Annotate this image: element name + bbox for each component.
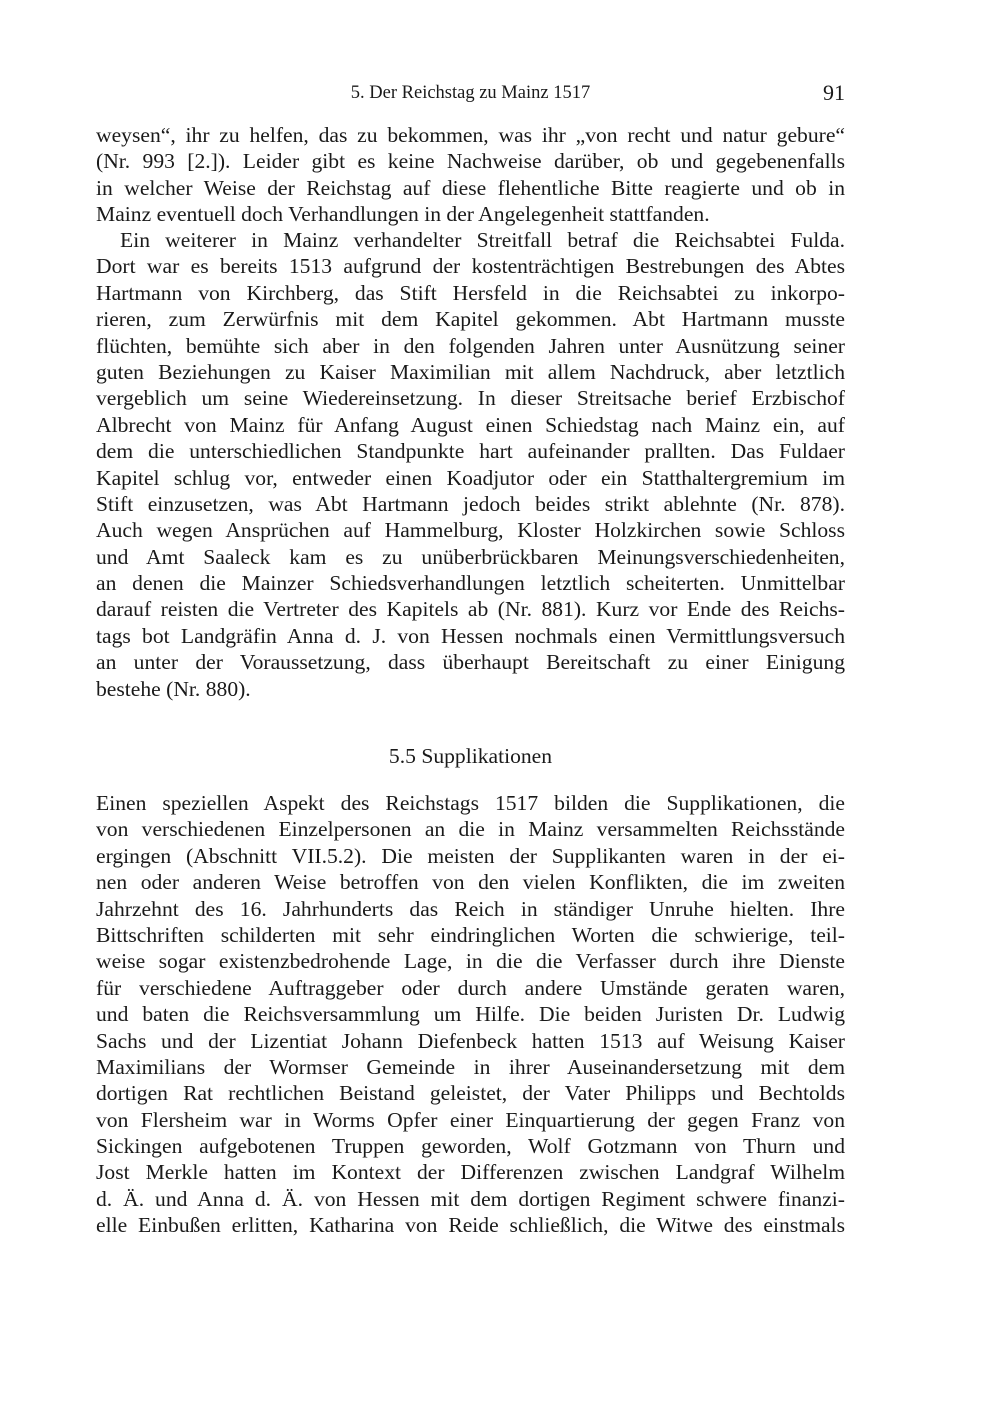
text-line: nen oder anderen Weise betroffen von den vielen Konflikten, die im zweiten xyxy=(96,870,845,895)
text-line: Ein weiterer in Mainz verhandelter Streitfall betraf die Reichsabtei Fulda. xyxy=(120,228,845,252)
paragraph-3 xyxy=(96,790,845,1239)
text-line: Sickingen aufgebotenen Truppen geworden, Wolf Gotzmann von Thurn und xyxy=(96,1134,845,1159)
running-title: 5. Der Reichstag zu Mainz 1517 xyxy=(350,83,591,103)
text-line: von verschiedenen Einzelpersonen an die in Mainz versammelten Reichsstände xyxy=(96,817,845,842)
running-head xyxy=(96,80,845,108)
text-line: tags bot Landgräfin Anna d. J. von Hessen nochmals einen Vermittlungsversuch xyxy=(96,623,845,648)
text-line: dortigen Rat rechtlichen Beistand geleistet, der Vater Philipps und Bechtolds xyxy=(96,1081,845,1106)
text-line: und baten die Reichsversammlung um Hilfe. Die beiden Juristen Dr. Ludwig xyxy=(96,1002,845,1027)
text-line: in welcher Weise der Reichstag auf diese flehentliche Bitte reagierte und ob in xyxy=(96,175,845,200)
text-line: flüchten, bemühte sich aber in den folgenden Jahren unter Ausnützung seiner xyxy=(96,333,845,358)
text-line: Einen speziellen Aspekt des Reichstags 1517 bilden die Supplikationen, die xyxy=(96,791,845,815)
text-line: elle Einbußen erlitten, Katharina von Reide schließlich, die Witwe des einstmals xyxy=(96,1213,845,1238)
text-line: und Amt Saaleck kam es zu unüberbrückbaren Meinungsverschiedenheiten, xyxy=(96,544,845,569)
text-line: Maximilians der Wormser Gemeinde in ihrer Auseinandersetzung mit dem xyxy=(96,1054,845,1079)
text-line: rieren, zum Zerwürfnis mit dem Kapitel gekommen. Abt Hartmann musste xyxy=(96,307,845,332)
text-line: für verschiedene Auftraggeber oder durch andere Umstände geraten waren, xyxy=(96,975,845,1000)
text-line: Bittschriften schilderten mit sehr eindringlichen Worten die schwierige, teil- xyxy=(96,922,845,947)
text-line: ergingen (Abschnitt VII.5.2). Die meisten der Supplikanten waren in der ei- xyxy=(96,843,845,868)
paragraph-2 xyxy=(96,227,845,702)
text-line: Auch wegen Ansprüchen auf Hammelburg, Kloster Holzkirchen sowie Schloss xyxy=(96,518,845,543)
text-line: dem die unterschiedlichen Standpunkte hart aufeinander prallten. Das Fuldaer xyxy=(96,439,845,464)
text-line: Jost Merkle hatten im Kontext der Differenzen zwischen Landgraf Wilhelm xyxy=(96,1160,845,1185)
text-line: Sachs und der Lizentiat Johann Diefenbeck hatten 1513 auf Weisung Kaiser xyxy=(96,1028,845,1053)
text-line: Jahrzehnt des 16. Jahrhunderts das Reich in ständiger Unruhe hielten. Ihre xyxy=(96,896,845,921)
page-number: 91 xyxy=(823,80,845,105)
text-line: weysen“, ihr zu helfen, das zu bekommen, was ihr „von recht und natur gebure“ xyxy=(96,123,845,147)
text-line: an denen die Mainzer Schiedsverhandlungen letztlich scheiterten. Unmittelbar xyxy=(96,571,845,596)
text-line: Albrecht von Mainz für Anfang August einen Schiedstag nach Mainz ein, auf xyxy=(96,412,845,437)
text-line: vergeblich um seine Wiedereinsetzung. In dieser Streitsache berief Erzbischof xyxy=(96,386,845,411)
text-line: Mainz eventuell doch Verhandlungen in der Angelegenheit stattfanden. xyxy=(96,202,710,227)
paragraph-1 xyxy=(96,122,845,228)
text-line: von Flersheim war in Worms Opfer einer Einquartierung der gegen Franz von xyxy=(96,1107,845,1132)
text-line: weise sogar existenzbedrohende Lage, in die die Verfasser durch ihre Dienste xyxy=(96,949,845,974)
text-line: Stift einzusetzen, was Abt Hartmann jedoch beides strikt ablehnte (Nr. 878). xyxy=(96,491,845,516)
text-line: Kapitel schlug vor, entweder einen Koadjutor oder ein Statthaltergremium im xyxy=(96,465,845,490)
text-line: (Nr. 993 [2.]). Leider gibt es keine Nachweise darüber, ob und gegebenenfalls xyxy=(96,149,845,174)
text-line: d. Ä. und Anna d. Ä. von Hessen mit dem dortigen Regiment schwere finanzi- xyxy=(96,1186,845,1211)
text-line: guten Beziehungen zu Kaiser Maximilian mit allem Nachdruck, aber letztlich xyxy=(96,359,845,384)
text-line: Dort war es bereits 1513 aufgrund der kostenträchtigen Bestrebungen des Abtes xyxy=(96,254,845,279)
text-line: Hartmann von Kirchberg, das Stift Hersfeld in die Reichsabtei zu inkorpo- xyxy=(96,280,845,305)
text-line: bestehe (Nr. 880). xyxy=(96,676,251,701)
text-line: an unter der Voraussetzung, dass überhaupt Bereitschaft zu einer Einigung xyxy=(96,650,845,675)
section-heading: 5.5 Supplikationen xyxy=(388,744,553,768)
text-line: darauf reisten die Vertreter des Kapitels ab (Nr. 881). Kurz vor Ende des Reichs- xyxy=(96,597,845,622)
